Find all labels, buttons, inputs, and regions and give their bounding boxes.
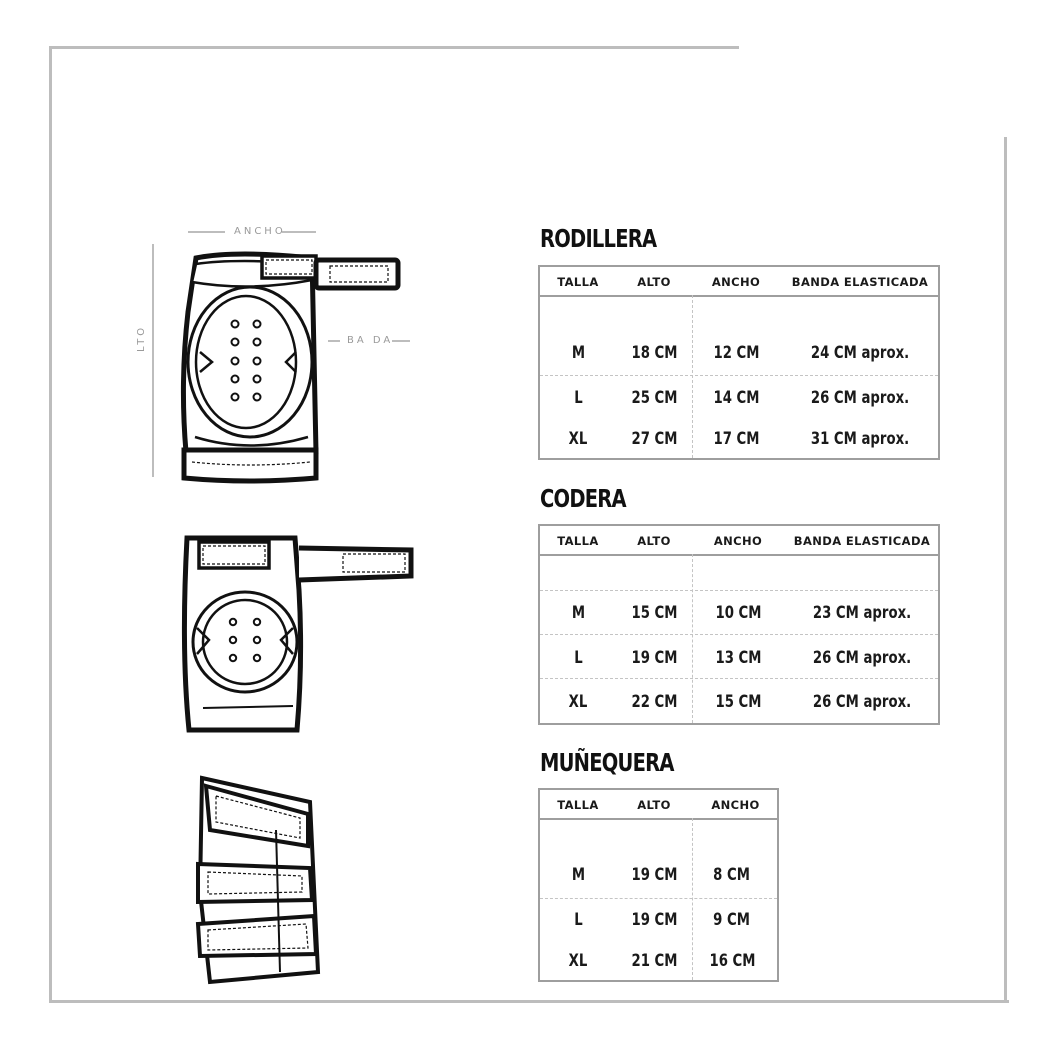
header-alto: ALTO xyxy=(637,534,671,548)
knee-width-label: ANCHO xyxy=(234,226,286,237)
cell-ancho: 16 CM xyxy=(709,951,755,971)
cell-alto: 19 CM xyxy=(631,910,677,930)
cell-alto: 25 CM xyxy=(631,388,677,408)
cell-talla: L xyxy=(573,648,583,668)
header-banda: BANDA ELASTICADA xyxy=(791,275,929,289)
header-banda: BANDA ELASTICADA xyxy=(793,534,931,548)
cell-banda: 23 CM aprox. xyxy=(812,603,912,623)
munequera-size-table xyxy=(538,788,779,982)
knee-pad-illustration xyxy=(140,222,430,487)
cell-talla: L xyxy=(573,910,583,930)
header-ancho: ANCHO xyxy=(711,275,761,289)
header-alto: ALTO xyxy=(637,275,671,289)
codera-header-row xyxy=(540,526,938,556)
cell-alto: 18 CM xyxy=(631,343,677,363)
knee-pad-drawing xyxy=(140,222,430,487)
cell-ancho: 10 CM xyxy=(715,603,761,623)
codera-size-table xyxy=(538,524,940,725)
row-divider xyxy=(540,678,938,679)
frame-bottom-line xyxy=(49,1000,1009,1003)
header-ancho: ANCHO xyxy=(711,798,760,812)
header-ancho: ANCHO xyxy=(713,534,763,548)
frame-right-line xyxy=(1004,137,1007,1003)
cell-banda: 26 CM aprox. xyxy=(810,388,910,408)
cell-banda: 26 CM aprox. xyxy=(812,648,912,668)
elbow-pad-drawing xyxy=(175,530,420,735)
cell-talla: L xyxy=(573,388,583,408)
cell-talla: M xyxy=(571,865,585,885)
row-divider xyxy=(540,375,938,376)
header-talla: TALLA xyxy=(557,275,599,289)
cell-ancho: 15 CM xyxy=(715,692,761,712)
knee-height-label: LTO xyxy=(136,324,147,352)
cell-banda: 31 CM aprox. xyxy=(810,429,910,449)
cell-talla: M xyxy=(571,343,585,363)
header-alto: ALTO xyxy=(637,798,671,812)
header-talla: TALLA xyxy=(557,534,599,548)
cell-ancho: 8 CM xyxy=(713,865,751,885)
header-talla: TALLA xyxy=(557,798,599,812)
wrist-guard-drawing xyxy=(190,772,330,987)
cell-alto: 15 CM xyxy=(631,603,677,623)
elbow-pad-illustration xyxy=(175,530,420,735)
rodillera-title: RODILLERA xyxy=(540,224,657,253)
cell-ancho: 17 CM xyxy=(713,429,759,449)
rodillera-size-table xyxy=(538,265,940,460)
cell-talla: XL xyxy=(568,692,588,712)
cell-talla: M xyxy=(571,603,585,623)
munequera-title: MUÑEQUERA xyxy=(540,748,674,777)
wrist-guard-illustration xyxy=(190,772,330,987)
munequera-header-row xyxy=(540,790,777,820)
frame-left-line xyxy=(49,46,52,1003)
row-divider xyxy=(540,590,938,591)
cell-alto: 21 CM xyxy=(631,951,677,971)
cell-banda: 24 CM aprox. xyxy=(810,343,910,363)
rodillera-header-row xyxy=(540,267,938,297)
cell-alto: 19 CM xyxy=(631,865,677,885)
cell-ancho: 14 CM xyxy=(713,388,759,408)
cell-banda: 26 CM aprox. xyxy=(812,692,912,712)
cell-ancho: 12 CM xyxy=(713,343,759,363)
cell-alto: 22 CM xyxy=(631,692,677,712)
cell-ancho: 9 CM xyxy=(713,910,751,930)
cell-talla: XL xyxy=(568,951,588,971)
knee-band-label: BA DA xyxy=(347,335,394,346)
row-divider xyxy=(540,898,777,899)
cell-alto: 27 CM xyxy=(631,429,677,449)
cell-talla: XL xyxy=(568,429,588,449)
cell-ancho: 13 CM xyxy=(715,648,761,668)
frame-top-line xyxy=(50,46,739,49)
row-divider xyxy=(540,634,938,635)
codera-title: CODERA xyxy=(540,484,626,513)
cell-alto: 19 CM xyxy=(631,648,677,668)
